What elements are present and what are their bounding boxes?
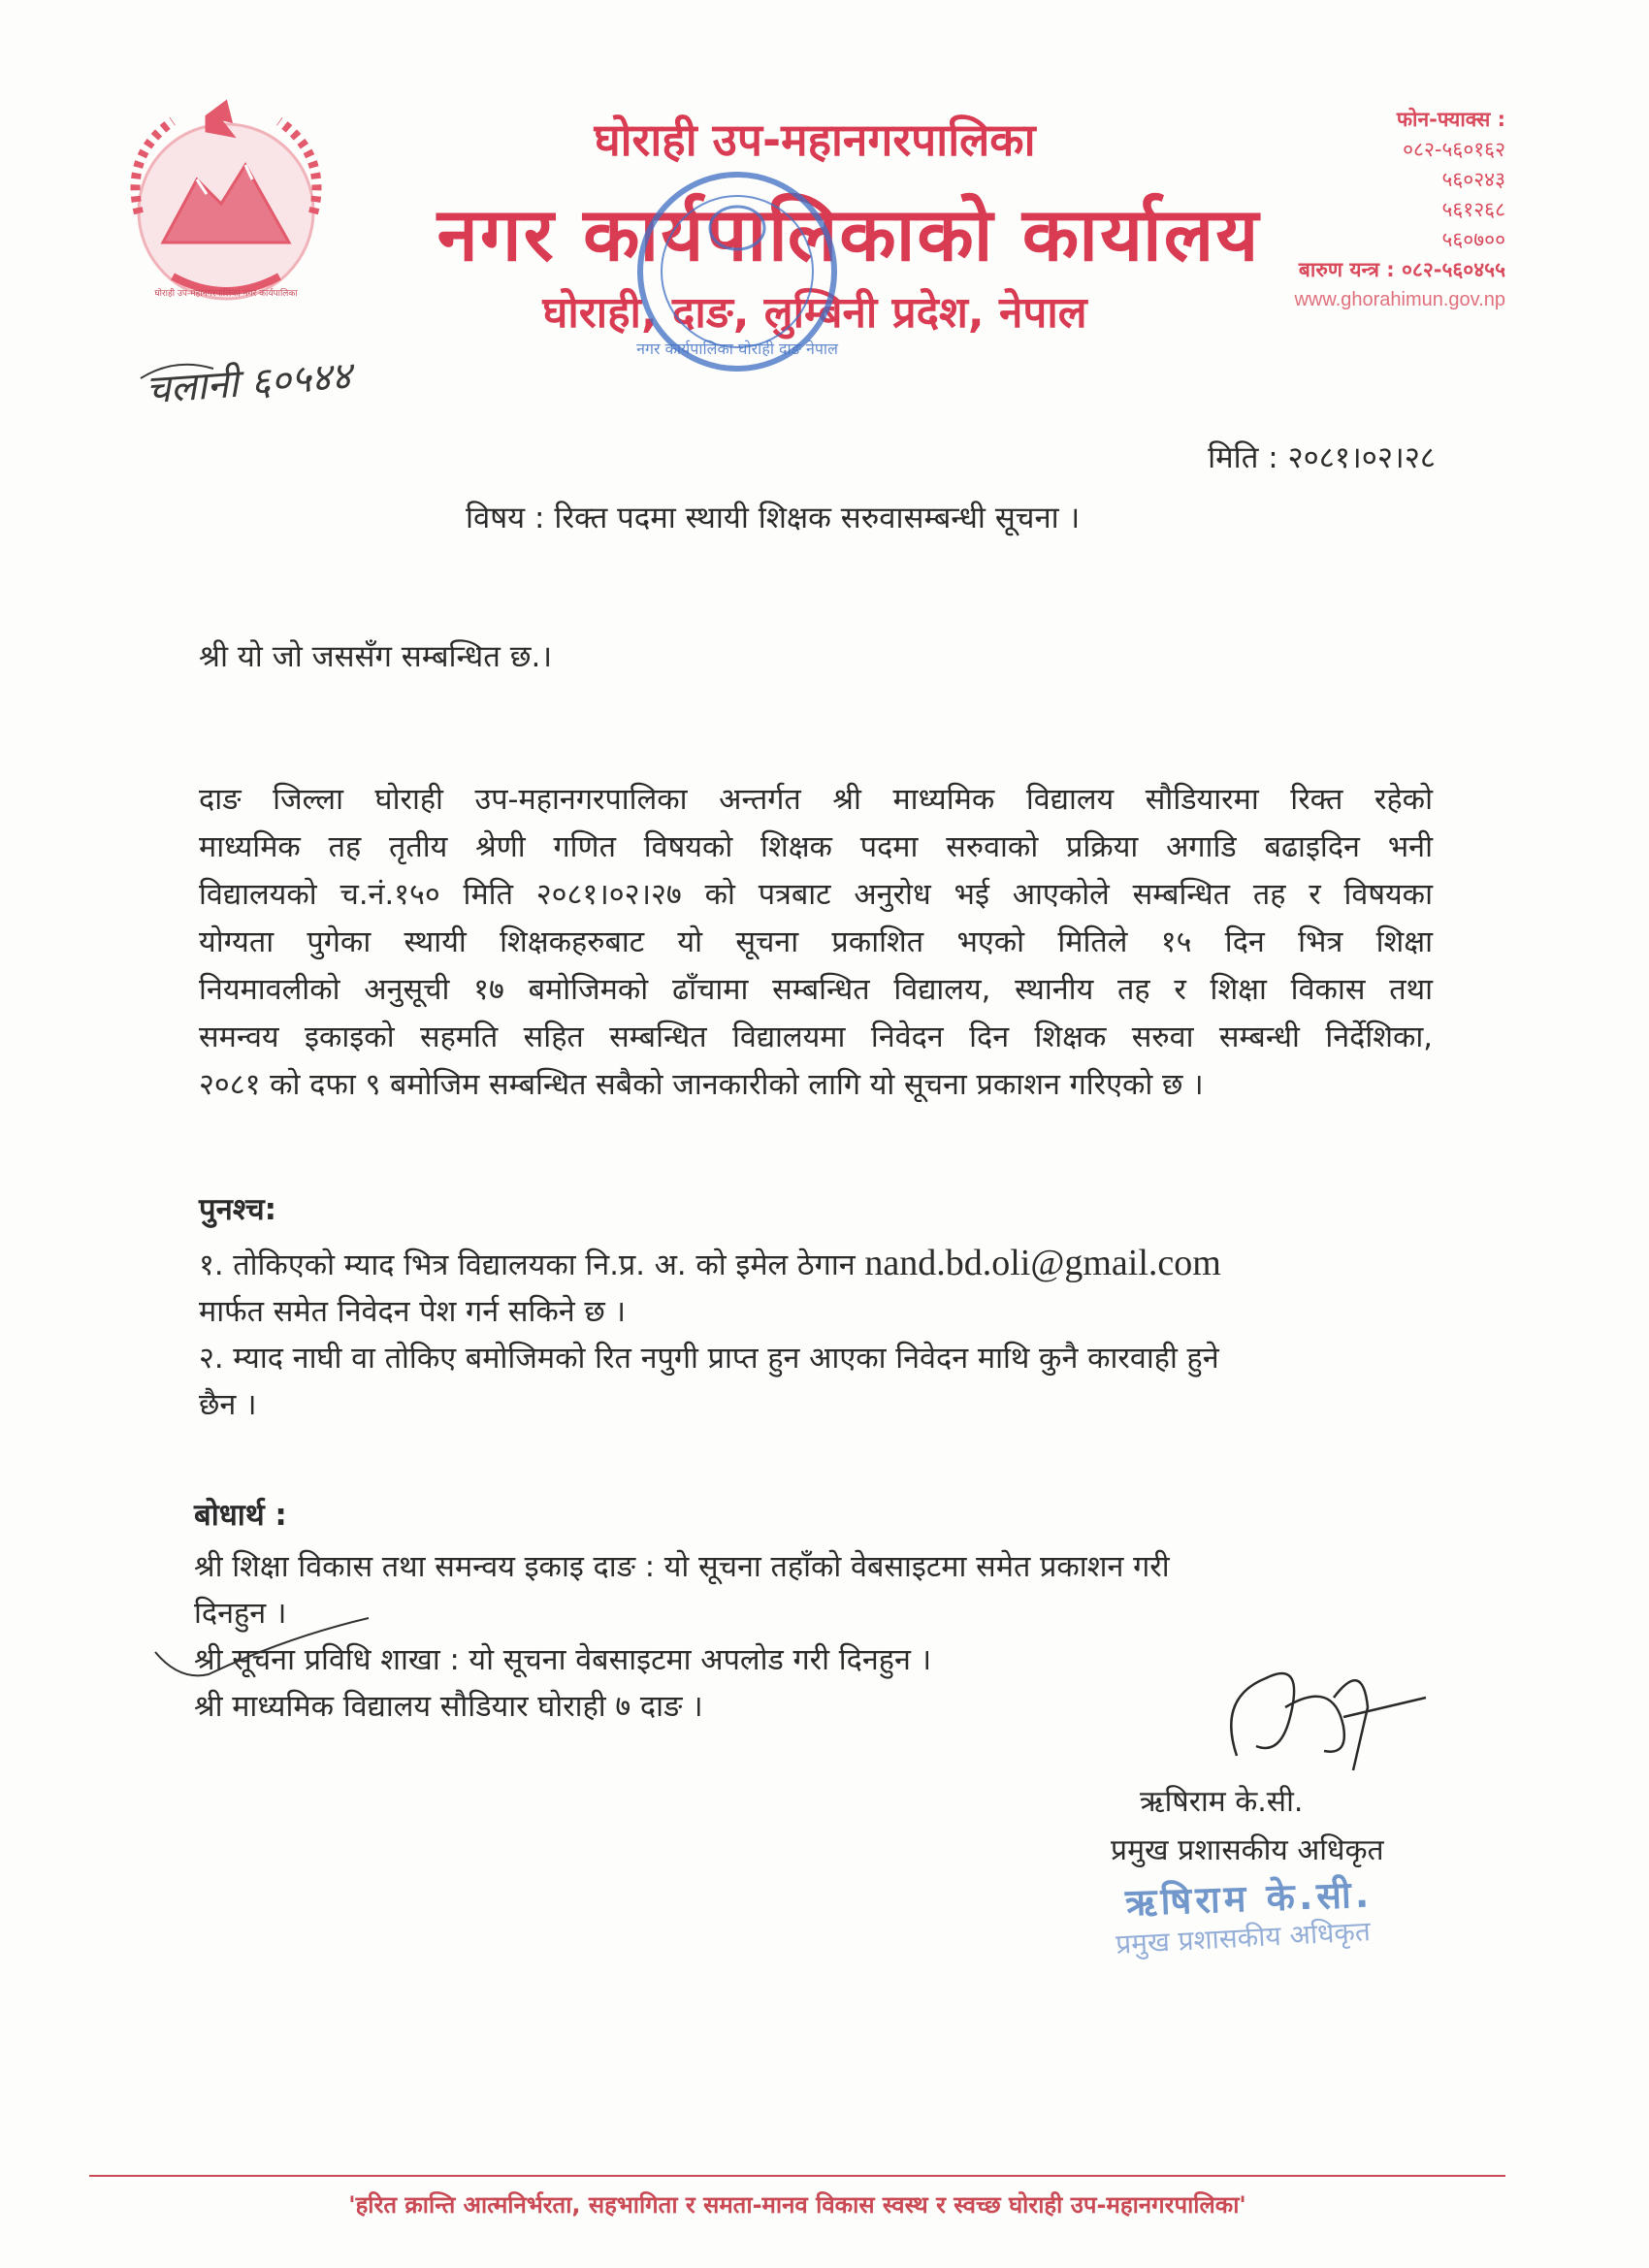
postscript-item-continuation: मार्फत समेत निवेदन पेश गर्न सकिने छ । — [199, 1295, 627, 1329]
postscript-item-2: २. म्याद नाघी वा तोकिए बमोजिमको रित नपुगी प्राप्त हुन आएका निवेदन माथि कुनै कारवाही हुने — [199, 1342, 1219, 1376]
postscript-item-text: १. तोकिएको म्याद भित्र विद्यालयका नि.प्र. अ. को इमेल ठेगान — [199, 1248, 856, 1282]
emblem-caption: घोराही उप-महानगरपालिका नगर कार्यपालिका — [154, 289, 298, 299]
body-line: नियमावलीको अनुसूची १७ बमोजिमको ढाँचामा सम्बन्धित विद्यालय, स्थानीय तह र शिक्षा विकास तथा — [199, 973, 1433, 1007]
handwritten-signature — [1198, 1639, 1440, 1785]
nepal-emblem-logo — [105, 97, 347, 315]
contact-block — [1294, 105, 1505, 315]
signatory-seal-title: प्रमुख प्रशासकीय अधिकृत — [1115, 1915, 1372, 1960]
postscript-list — [199, 1240, 1433, 1429]
postscript-item-continuation: छैन । — [199, 1388, 257, 1422]
office-name: नगर कार्यपालिकाको कार्यालय — [436, 191, 1261, 277]
body-line: समन्वय इकाइको सहमति सहित सम्बन्धित विद्यालयमा निवेदन दिन शिक्षक सरुवा सम्बन्धी निर्देशिका, — [199, 1021, 1433, 1054]
stamp-text: नगर कार्यपालिका घोराही दाङ नेपाल — [636, 340, 838, 358]
cc-line: दिनहुन । — [194, 1597, 287, 1631]
office-seal-stamp — [621, 155, 854, 388]
handwritten-dispatch-number: चलानी ६०५४४ — [144, 353, 353, 413]
cc-line: श्री शिक्षा विकास तथा समन्वय इकाइ दाङ : यो सूचना तहाँको वेबसाइटमा समेत प्रकाशन गरी — [194, 1550, 1170, 1584]
fire-engine-number: बारुण यन्त्र : ०८२-५६०४५५ — [1298, 258, 1505, 281]
footer-motto: 'हरित क्रान्ति आत्मनिर्भरता, सहभागिता र समता-मानव विकास स्वस्थ र स्वच्छ घोराही उप-महानगरपालिका' — [348, 2191, 1246, 2219]
signatory-seal-name: ऋषिराम के.सी. — [1124, 1872, 1374, 1925]
notice-body — [199, 776, 1433, 1109]
signatory-title: प्रमुख प्रशासकीय अधिकृत — [1111, 1833, 1384, 1867]
signatory-name: ऋषिराम के.सी. — [1140, 1785, 1304, 1819]
body-line: योग्यता पुगेका स्थायी शिक्षकहरुबाट यो सूचना प्रकाशित भएको मितिले १५ दिन भित्र शिक्षा — [199, 925, 1433, 959]
municipality-name: घोराही उप-महानगरपालिका — [594, 113, 1036, 166]
body-line: दाङ जिल्ला घोराही उप-महानगरपालिका अन्तर्गत श्री माध्यमिक विद्यालय सौडियारमा रिक्त रहेको — [199, 783, 1433, 817]
phone-number: ०८२-५६०१६२ — [1403, 138, 1505, 161]
letter-date: मिति : २०८१।०२।२८ — [1208, 440, 1436, 475]
cc-line: श्री सूचना प्रविधि शाखा : यो सूचना वेबसाइटमा अपलोड गरी दिनहुन । — [194, 1643, 932, 1677]
phone-label: फोन-फ्याक्स : — [1396, 108, 1505, 131]
handwriting-stroke — [136, 349, 446, 417]
cc-heading: बोधार्थ : — [194, 1498, 287, 1533]
body-line: विद्यालयको च.नं.१५० मिति २०८१।०२।२७ को पत्रबाट अनुरोध भई आएकोले सम्बन्धित तह र विषयका — [199, 878, 1433, 912]
postscript-item-1 — [199, 1240, 1433, 1289]
office-address: घोराही, दाङ, लुम्बिनी प्रदेश, नेपाल — [542, 288, 1087, 338]
phone-number: ५६०२४३ — [1441, 168, 1505, 191]
letter-addressee: श्री यो जो जससँग सम्बन्धित छ.। — [199, 639, 553, 674]
body-line: माध्यमिक तह तृतीय श्रेणी गणित विषयको शिक्षक पदमा सरुवाको प्रक्रिया अगाडि बढाइदिन भनी — [199, 830, 1433, 864]
handwritten-tick-mark — [150, 1599, 373, 1686]
postscript-heading: पुनश्च: — [199, 1192, 277, 1227]
body-line: २०८१ को दफा ९ बमोजिम सम्बन्धित सबैको जानकारीको लागि यो सूचना प्रकाशन गरिएको छ । — [199, 1068, 1204, 1102]
phone-number: ५६१२६८ — [1441, 198, 1505, 221]
website-link[interactable]: www.ghorahimun.gov.np — [1294, 289, 1505, 310]
cc-line: श्री माध्यमिक विद्यालय सौडियार घोराही ७ दाङ । — [194, 1690, 703, 1724]
footer-divider — [89, 2175, 1505, 2177]
phone-number: ५६०७०० — [1441, 228, 1505, 251]
letter-subject: विषय : रिक्त पदमा स्थायी शिक्षक सरुवासम्बन्धी सूचना । — [466, 501, 1081, 535]
contact-email[interactable]: nand.bd.oli@gmail.com — [864, 1243, 1221, 1283]
